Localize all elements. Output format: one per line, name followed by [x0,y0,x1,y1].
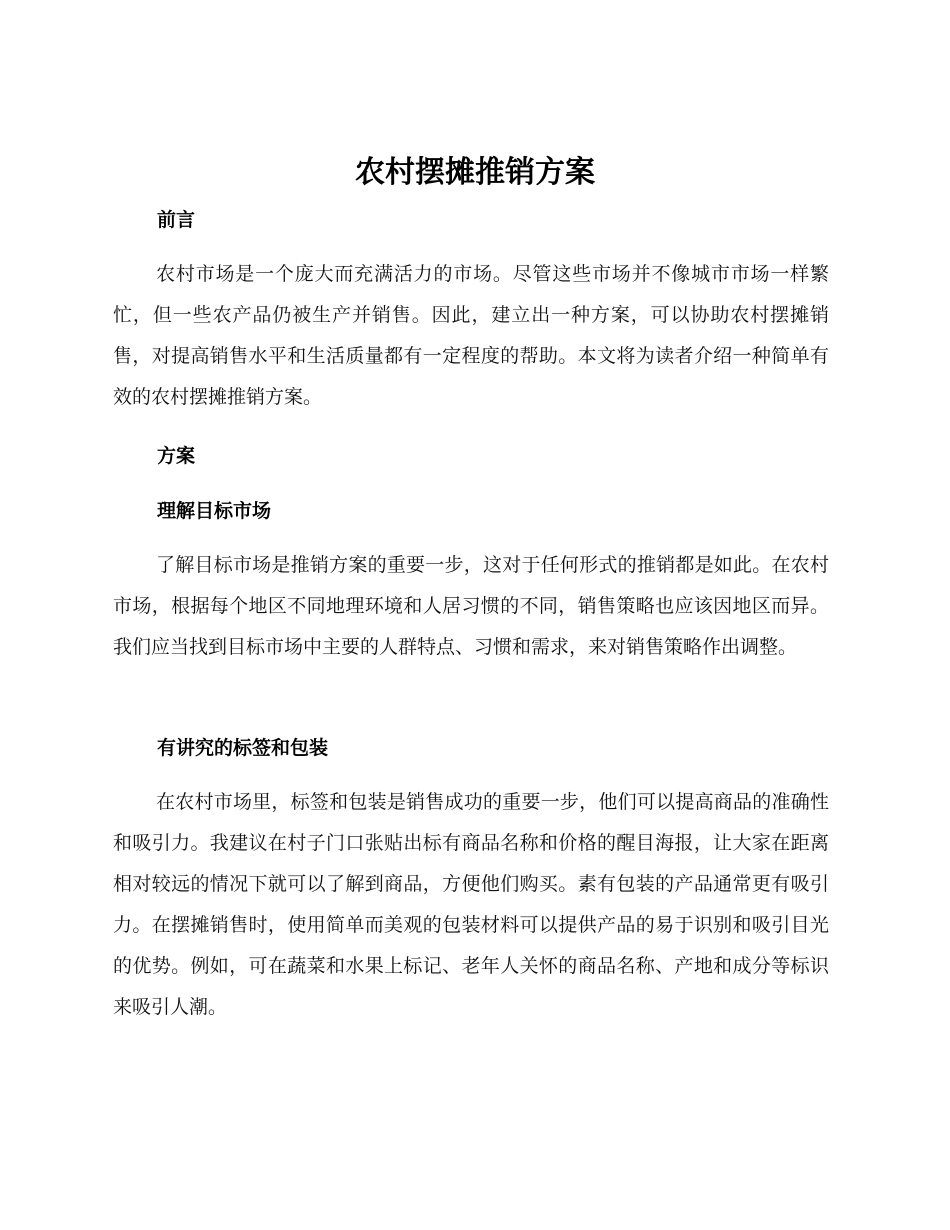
page-title: 农村摆摊推销方案 [355,155,595,190]
section-heading-labels-packaging: 有讲究的标签和包装 [157,737,329,759]
section-heading-plan: 方案 [157,445,196,467]
paragraph-preface: 农村市场是一个庞大而充满活力的市场。尽管这些市场并不像城市市场一样繁忙，但一些农产品仍被生产并销售。因此，建立出一种方案，可以协助农村摆摊销售，对提高销售水平和生活质量都有一定程度的帮助。本文将为读者介绍一种简单有效的农村摆摊推销方案。 [113,263,829,408]
paragraph-target-market: 了解目标市场是推销方案的重要一步，这对于任何形式的推销都是如此。在农村市场，根据每个地区不同地理环境和人居习惯的不同，销售策略也应该因地区而异。 我们应当找到目标市场中主要的人群特点、习惯和需求，来对销售策略作出调整。 [113,554,829,658]
section-heading-target-market: 理解目标市场 [157,500,272,522]
paragraph-labels-packaging: 在农村市场里，标签和包装是销售成功的重要一步，他们可以提高商品的准确性和吸引力。我建议在村子门口张贴出标有商品名称和价格的醒目海报，让大家在距离相对较远的情况下就可以了解到商品，方便他们购买。素有包装的产品通常更有吸引力。在摆摊销售时，使用简单而美观的包装材料可以提供产品的易于识别和吸引目光的优势。例如，可在蔬菜和水果上标记、老年人关怀的商品名称、产地和成分等标识来吸引人潮。 [113,791,829,1018]
section-heading-preface: 前言 [157,209,196,231]
